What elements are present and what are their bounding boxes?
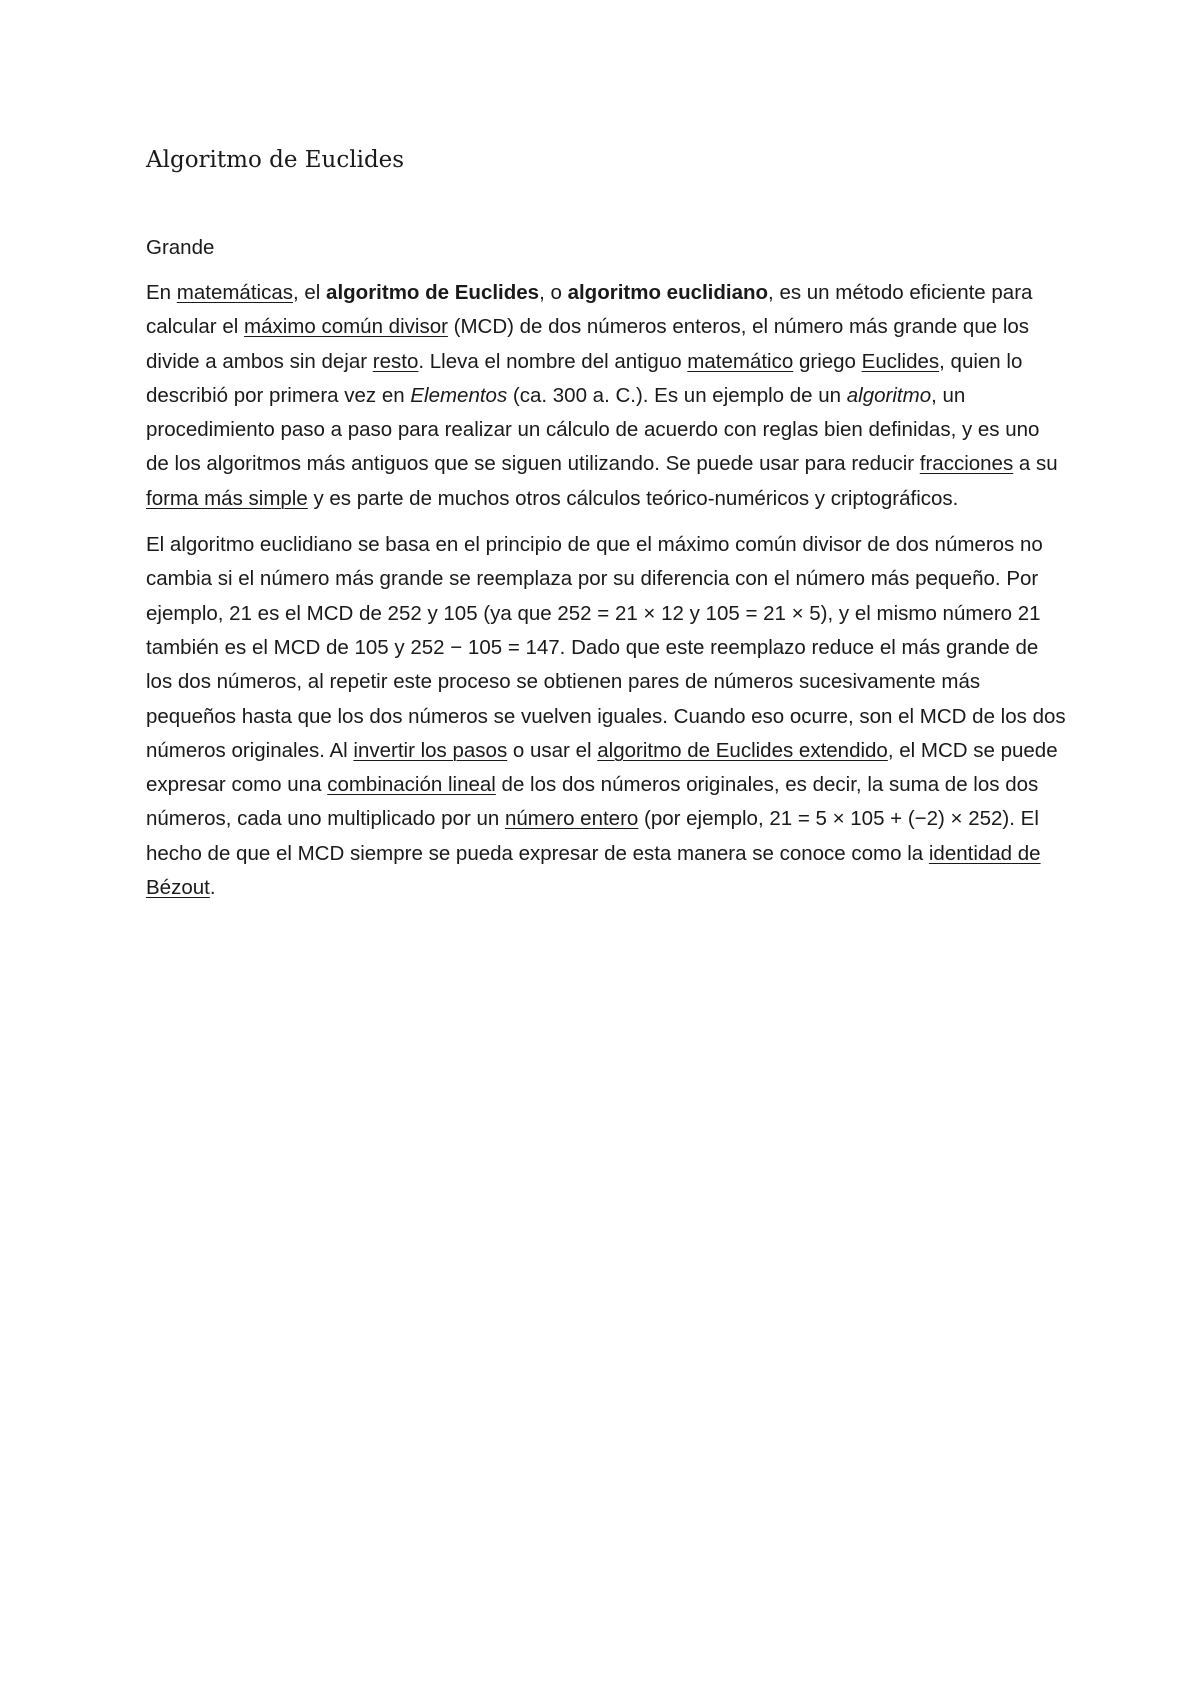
link-invertir-los-pasos[interactable]: invertir los pasos bbox=[353, 738, 508, 762]
link-algoritmo-extendido[interactable]: algoritmo de Euclides extendido bbox=[597, 738, 888, 762]
text-run: El algoritmo euclidiano se basa en el principio de que el máximo común divisor de dos números no cambia si el número más grande se reemplaza por su diferencia con el número más pequeño. Por ejemplo, 21 es el MCD de 252 y 105 (ya que 252 = 21 × 12 y 105 = 21 × 5), y el mismo número 21 también es el MCD de 105 y 252 − 105 = 147. Dado que este reemplazo reduce el más grande de los dos números, al repetir este proceso se obtienen pares de números sucesivamente más pequeños hasta que los dos números se vuelven iguales. Cuando eso ocurre, son el MCD de los dos números originales. Al bbox=[146, 533, 1066, 762]
bold-term: algoritmo de Euclides bbox=[326, 281, 540, 304]
link-numero-entero[interactable]: número entero bbox=[504, 807, 639, 831]
text-run: , el MCD se puede expresar como una bbox=[146, 738, 1058, 797]
text-run: y es parte de muchos otros cálculos teórico-numéricos y criptográficos. bbox=[307, 486, 959, 510]
text-run: , o bbox=[539, 281, 568, 304]
link-resto[interactable]: resto bbox=[372, 349, 419, 373]
link-combinacion-lineal[interactable]: combinación lineal bbox=[327, 773, 496, 797]
text-run: (MCD) de dos números enteros, el número más grande que los divide a ambos sin dejar bbox=[146, 315, 1030, 373]
text-run: En bbox=[146, 281, 177, 304]
italic-term: Elementos bbox=[410, 383, 508, 407]
link-identidad-de-bezout[interactable]: identidad de Bézout bbox=[146, 841, 1041, 900]
text-run: , un procedimiento paso a paso para realizar un cálculo de acuerdo con reglas bien definidas, y es uno de los algoritmos más antiguos que se siguen utilizando. Se puede usar para reducir bbox=[146, 383, 1040, 476]
text-run: griego bbox=[793, 349, 862, 373]
text-run: (por ejemplo, 21 = 5 × 105 + (−2) × 252). El hecho de que el MCD siempre se pueda expresar de esta manera se conoce como la bbox=[146, 807, 1039, 865]
link-matematicas[interactable]: matemáticas bbox=[176, 281, 293, 304]
text-run: , quien lo describió por primera vez en bbox=[146, 349, 1023, 407]
link-fracciones[interactable]: fracciones bbox=[919, 452, 1014, 476]
document-body bbox=[146, 140, 1066, 917]
link-matematico[interactable]: matemático bbox=[687, 349, 794, 373]
paragraph-principle bbox=[146, 528, 1066, 905]
text-run: . bbox=[209, 876, 216, 900]
text-run: o usar el bbox=[507, 738, 598, 762]
link-euclides[interactable]: Euclides bbox=[861, 349, 940, 373]
text-run: (ca. 300 a. C.). Es un ejemplo de un bbox=[507, 383, 847, 407]
link-maximo-comun-divisor[interactable]: máximo común divisor bbox=[244, 315, 448, 339]
document-subtitle: Grande bbox=[146, 236, 215, 259]
text-run: , el bbox=[293, 281, 327, 304]
text-run: de los dos números originales, es decir, la suma de los dos números, cada uno multiplicado por un bbox=[146, 773, 1039, 831]
text-run: . Lleva el nombre del antiguo bbox=[418, 349, 688, 373]
text-run: , es un método eficiente para calcular el bbox=[146, 281, 1033, 339]
paragraph-intro bbox=[146, 276, 1066, 516]
text-run: a su bbox=[1013, 452, 1058, 476]
bold-term: algoritmo euclidiano bbox=[567, 281, 769, 304]
link-forma-mas-simple[interactable]: forma más simple bbox=[146, 486, 308, 510]
document-title: Algoritmo de Euclides bbox=[146, 147, 405, 173]
italic-term: algoritmo bbox=[846, 383, 932, 407]
